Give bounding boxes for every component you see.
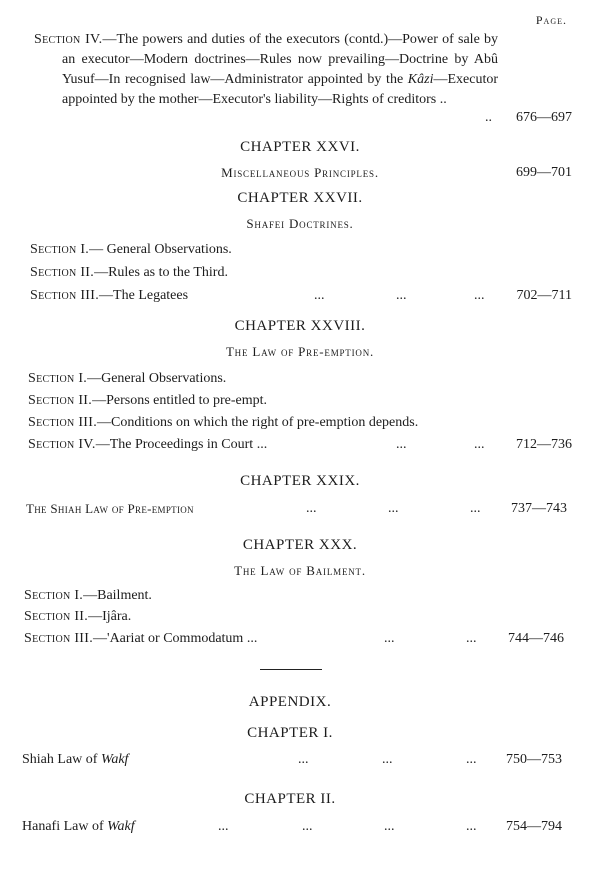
appendix-title: APPENDIX.: [248, 694, 332, 710]
section-text: —The powers and duties of the executors (contd.)—Power of sale by an executor—Modern doctrines—Rules now prevailing—Doctrine by Abû Yusuf—In recognised law—Administrator appointed by the: [62, 32, 499, 87]
section-entry: [30, 288, 188, 304]
chapter-title: CHAPTER XXVIII.: [234, 318, 366, 334]
leader-dots: ...: [474, 288, 485, 303]
section-text: —Rules as to the Third.: [94, 265, 228, 280]
leader-dots: ...: [382, 752, 393, 767]
section-label: Section II.: [24, 609, 89, 624]
section-entry: [30, 265, 228, 281]
section-entry: [28, 415, 418, 431]
leader-dots: ...: [306, 501, 317, 516]
section-label: Section I.: [30, 242, 90, 257]
page-range: 750—753: [506, 752, 562, 767]
section-label: Section I.: [28, 371, 88, 386]
section-text-after: —Executor appointed by the mother—Executor's liability—Rights of creditors ..: [62, 72, 498, 107]
appendix-entry: [22, 819, 135, 835]
section-text: —The Proceedings in Court ...: [95, 437, 268, 452]
leader-dots: ...: [466, 752, 477, 767]
page-range: 702—711: [516, 288, 572, 303]
chapter-subtitle: Miscellaneous Principles.: [221, 165, 379, 180]
section-text: —Bailment.: [83, 588, 152, 603]
appendix-entry: [22, 752, 128, 768]
leader-dots: ...: [218, 819, 229, 834]
chapter-subtitle: Shafei Doctrines.: [246, 216, 354, 231]
leader-dots: ...: [388, 501, 399, 516]
leader-dots: ...: [396, 288, 407, 303]
section-iv-entry: [34, 30, 499, 110]
entry-text: Shiah Law of: [22, 752, 98, 767]
italic-term: Kâzi: [407, 72, 434, 87]
leader-dots: ..: [485, 110, 492, 125]
chapter-subtitle: The Law of Bailment.: [234, 563, 366, 578]
chapter-title: CHAPTER I.: [247, 725, 333, 741]
chapter-title: CHAPTER XXIX.: [240, 473, 360, 489]
italic-term: Wakf: [107, 819, 135, 834]
page-range: 699—701: [516, 165, 572, 180]
chapter-title: CHAPTER XXVII.: [237, 190, 363, 206]
leader-dots: ...: [302, 819, 313, 834]
italic-term: Wakf: [100, 752, 129, 767]
page-range: 754—794: [506, 819, 562, 834]
section-label: Section III.: [30, 288, 100, 303]
section-text: —General Observations.: [87, 371, 227, 386]
section-entry: [28, 393, 267, 409]
section-text: —Persons entitled to pre-empt.: [92, 393, 268, 408]
chapter-subtitle: The Law of Pre-emption.: [225, 344, 375, 359]
leader-dots: ...: [298, 752, 309, 767]
leader-dots: ...: [466, 631, 477, 646]
page-range: 737—743: [511, 501, 567, 516]
section-label: Section II.: [30, 265, 95, 280]
page-range: 676—697: [516, 110, 572, 125]
section-label: Section III.: [28, 415, 98, 430]
section-entry: [24, 588, 152, 604]
leader-dots: ...: [474, 437, 485, 452]
section-entry: [28, 371, 226, 387]
section-text: —Conditions on which the right of pre-emption depends.: [97, 415, 419, 430]
entry-text: Hanafi Law of: [22, 819, 104, 834]
section-text: —The Legatees: [99, 288, 189, 303]
page-column-header: Page.: [535, 13, 567, 27]
chapter-title: CHAPTER XXVI.: [240, 139, 360, 155]
leader-dots: ...: [384, 631, 395, 646]
section-entry: [30, 242, 232, 258]
leader-dots: ...: [470, 501, 481, 516]
section-label: Section IV.: [28, 437, 96, 452]
section-text: —'Aariat or Commodatum ...: [93, 631, 258, 646]
leader-dots: ...: [466, 819, 477, 834]
page-range: 712—736: [516, 437, 572, 452]
section-label: Section I.: [24, 588, 84, 603]
section-label: Section III.: [24, 631, 94, 646]
section-label: Section II.: [28, 393, 93, 408]
leader-dots: ...: [396, 437, 407, 452]
chapter-entry: The Shiah Law of Pre-emption: [26, 501, 194, 516]
section-text: — General Observations.: [89, 242, 232, 257]
section-entry: [24, 631, 257, 647]
section-entry: [28, 437, 267, 453]
section-text: —Ijâra.: [88, 609, 132, 624]
chapter-title: CHAPTER XXX.: [242, 537, 358, 553]
page-range: 744—746: [508, 631, 564, 646]
leader-dots: ...: [384, 819, 395, 834]
section-label: Section IV.: [34, 32, 103, 47]
leader-dots: ...: [314, 288, 325, 303]
section-entry: [24, 609, 131, 625]
chapter-title: CHAPTER II.: [244, 791, 336, 807]
section-divider: [260, 669, 322, 670]
